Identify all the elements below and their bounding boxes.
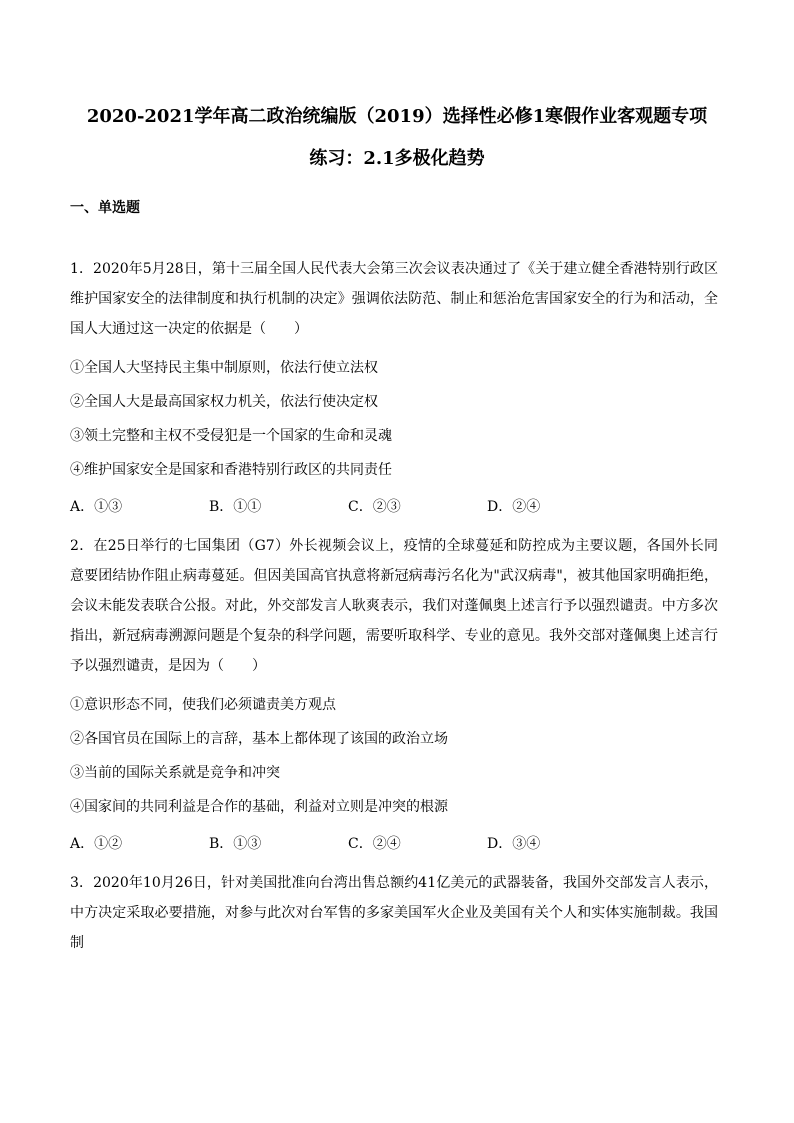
statement-1: ①全国人大坚持民主集中制原则，依法行使立法权 [70,360,378,376]
question-2 [70,531,718,854]
choice-a: A．①② [70,836,123,852]
document-title-line2: 练习：2.1多极化趋势 [309,148,485,169]
choice-a: A．①③ [70,499,123,515]
choice-c: C．②③ [348,499,401,515]
statement-3: ③领土完整和主权不受侵犯是一个国家的生命和灵魂 [70,428,392,444]
choice-b: B．①① [209,499,262,515]
document-title-line1: 2020-2021学年高二政治统编版（2019）选择性必修1寒假作业客观题专项 [86,106,708,127]
statement-1: ①意识形态不同，使我们必须谴责美方观点 [70,697,336,713]
choice-c: C．②④ [348,836,401,852]
choice-b: B．①③ [209,836,262,852]
section-heading: 一、单选题 [70,200,140,216]
question-stem: 3．2020年10月26日，针对美国批准向台湾出售总额约41亿美元的武器装备，我国外交部发言人表示，中方决定采取必要措施，对参与此次对台军售的多家美国军火企业及美国有关个人和实体实施制裁。我国制 [70,875,718,951]
statement-4: ④维护国家安全是国家和香港特别行政区的共同责任 [70,462,392,478]
statement-2: ②各国官员在国际上的言辞，基本上都体现了该国的政治立场 [70,731,448,747]
question-stem: 2．在25日举行的七国集团（G7）外长视频会议上，疫情的全球蔓延和防控成为主要议题，各国外长同意要团结协作阻止病毒蔓延。但因美国高官执意将新冠病毒污名化为"武汉病毒"，被其他国家明确拒绝，会议未能发表联合公报。对此，外交部发言人耿爽表示，我们对蓬佩奥上述言行予以强烈谴责。中方多次指出，新冠病毒溯源问题是个复杂的科学问题，需要听取科学、专业的意见。我外交部对蓬佩奥上述言行予以强烈谴责，是因为（ ） [70,538,718,674]
choice-d: D．③④ [487,836,541,852]
question-1 [70,254,718,517]
question-stem: 1．2020年5月28日，第十三届全国人民代表大会第三次会议表决通过了《关于建立健全香港特别行政区维护国家安全的法律制度和执行机制的决定》强调依法防范、制止和惩治危害国家安全的行为和活动，全国人大通过这一决定的依据是（ ） [70,261,718,337]
question-3 [70,868,718,958]
choice-d: D．②④ [487,499,541,515]
questions-list [70,254,718,958]
statement-3: ③当前的国际关系就是竞争和冲突 [70,765,280,781]
statement-4: ④国家间的共同利益是合作的基础，利益对立则是冲突的根源 [70,799,448,815]
answer-choices [70,834,718,854]
answer-choices [70,497,718,517]
statement-2: ②全国人大是最高国家权力机关，依法行使决定权 [70,394,378,410]
